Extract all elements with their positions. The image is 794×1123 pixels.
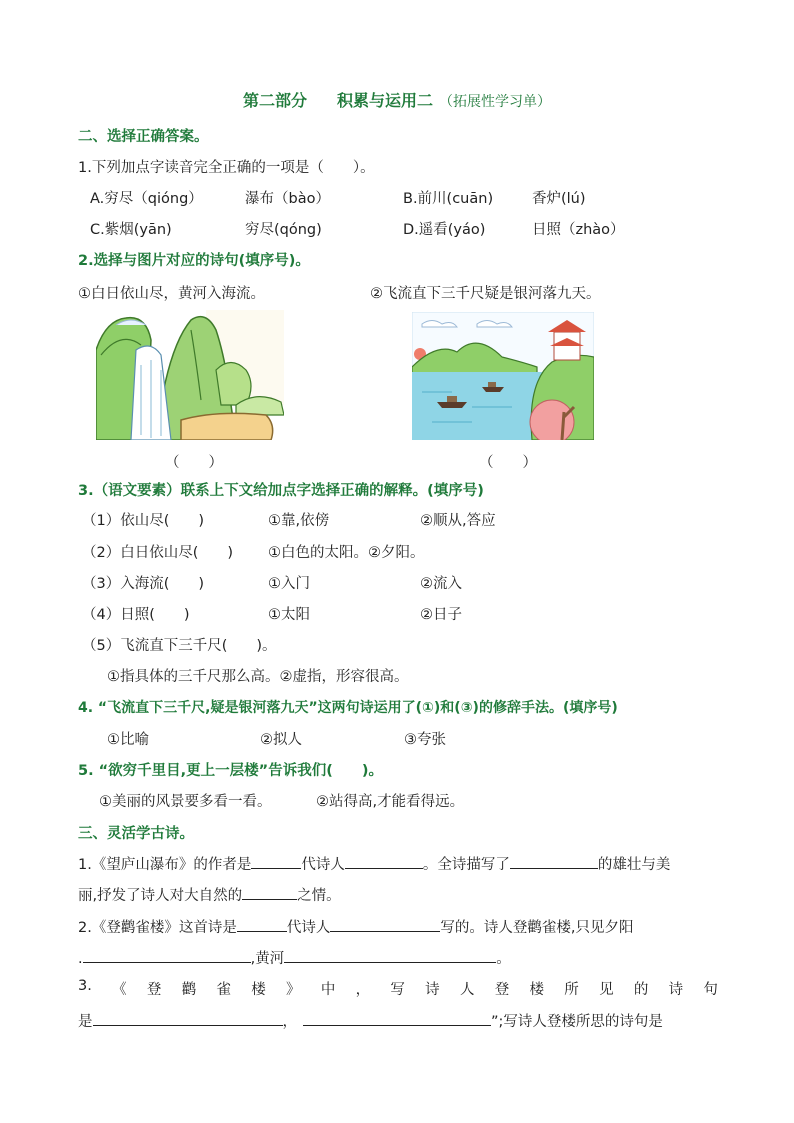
blank-poem-line-2[interactable] <box>303 1011 491 1026</box>
q3-item-4-opt1: ①太阳 <box>268 607 310 623</box>
section-3-heading: 三、灵活学古诗。 <box>78 826 194 842</box>
q3-item-3-opt2: ②流入 <box>420 576 462 592</box>
q2-poem-2: ②飞流直下三千尺疑是银河落九天。 <box>370 286 601 302</box>
blank-poem-line-1[interactable] <box>93 1011 283 1026</box>
q2-answer-1[interactable]: （ ） <box>165 455 223 471</box>
lake-tower-picture <box>412 312 594 440</box>
waterfall-picture <box>96 310 284 440</box>
q4-option-1: ①比喻 <box>107 732 149 748</box>
q4-option-3: ③夸张 <box>404 732 446 748</box>
q2-answer-2[interactable]: （ ） <box>479 455 537 471</box>
q1-option-d2: 日照（zhào） <box>532 222 625 238</box>
q1-option-a: A.穷尽（qióng） <box>90 191 203 207</box>
blank-dynasty-1[interactable] <box>251 854 301 869</box>
q1-option-c: C.紫烟(yān) <box>90 222 172 238</box>
q4-option-2: ②拟人 <box>260 732 302 748</box>
section-2-heading: 二、选择正确答案。 <box>78 129 209 145</box>
q1-option-b: B.前川(cuān) <box>403 191 494 207</box>
q5-option-1: ①美丽的风景要多看一看。 <box>99 794 272 810</box>
q3-item-5: （5）飞流直下三千尺( )。 <box>82 638 277 654</box>
q3-item-4: （4）日照( ) <box>82 607 190 623</box>
q3-item-1-opt2: ②顺从,答应 <box>420 513 496 529</box>
q3-item-1: （1）依山尽( ) <box>82 513 205 529</box>
blank-yellow-river[interactable] <box>284 948 496 963</box>
q3-item-3-opt1: ①入门 <box>268 576 310 592</box>
s3-line-4: . ,黄河 。 <box>78 947 511 968</box>
page-title: 第二部分 积累与运用二 （拓展性学习单） <box>242 91 552 110</box>
q3-item-2-opts: ①白色的太阳。②夕阳。 <box>268 545 425 561</box>
q1-option-a2: 瀑布（bào） <box>245 191 330 207</box>
s3-line-3: 2.《登鹳雀楼》这首诗是 代诗人 写的。诗人登鹳雀楼,只见夕阳 <box>78 916 633 937</box>
s3-line-5: 3. 《 登 鹳 雀 楼 》 中 ， 写 诗 人 登 楼 所 见 的 诗 句 <box>78 978 718 998</box>
q3-item-4-opt2: ②日子 <box>420 607 462 623</box>
q3-item-5-opts: ①指具体的三千尺那么高。②虚指，形容很高。 <box>107 669 409 685</box>
q3-item-3: （3）入海流( ) <box>82 576 205 592</box>
blank-scene-1[interactable] <box>510 854 598 869</box>
blank-feeling[interactable] <box>242 885 297 900</box>
q1-stem: 1.下列加点字读音完全正确的一项是（ ）。 <box>78 160 375 176</box>
q4-stem: 4. “飞流直下三千尺,疑是银河落九天”这两句诗运用了(①)和(③)的修辞手法。(填序号) <box>78 700 618 716</box>
blank-sunset[interactable] <box>83 948 251 963</box>
q3-stem: 3.（语文要素）联系上下文给加点字选择正确的解释。(填序号) <box>78 483 484 499</box>
blank-poet-2[interactable] <box>330 917 440 932</box>
q5-option-2: ②站得高,才能看得远。 <box>316 794 465 810</box>
s3-line-2: 丽,抒发了诗人对大自然的 之情。 <box>78 884 341 905</box>
q1-option-b2: 香炉(lú) <box>532 191 586 207</box>
q1-option-d: D.遥看(yáo) <box>403 222 486 238</box>
q3-item-2: （2）白日依山尽( ) <box>82 545 234 561</box>
s3-line-6: 是 ， ”;写诗人登楼所思的诗句是 <box>78 1010 663 1031</box>
s3-line-1: 1.《望庐山瀑布》的作者是 代诗人 。全诗描写了 的雄壮与美 <box>78 853 670 874</box>
q2-stem: 2.选择与图片对应的诗句(填序号)。 <box>78 253 310 269</box>
q2-poem-1: ①白日依山尽，黄河入海流。 <box>78 286 265 302</box>
q1-option-c2: 穷尽(qóng) <box>245 222 322 238</box>
blank-poet-1[interactable] <box>345 854 423 869</box>
q5-stem: 5. “欲穷千里目,更上一层楼”告诉我们( )。 <box>78 763 383 779</box>
blank-dynasty-2[interactable] <box>237 917 287 932</box>
q3-item-1-opt1: ①靠,依傍 <box>268 513 330 529</box>
